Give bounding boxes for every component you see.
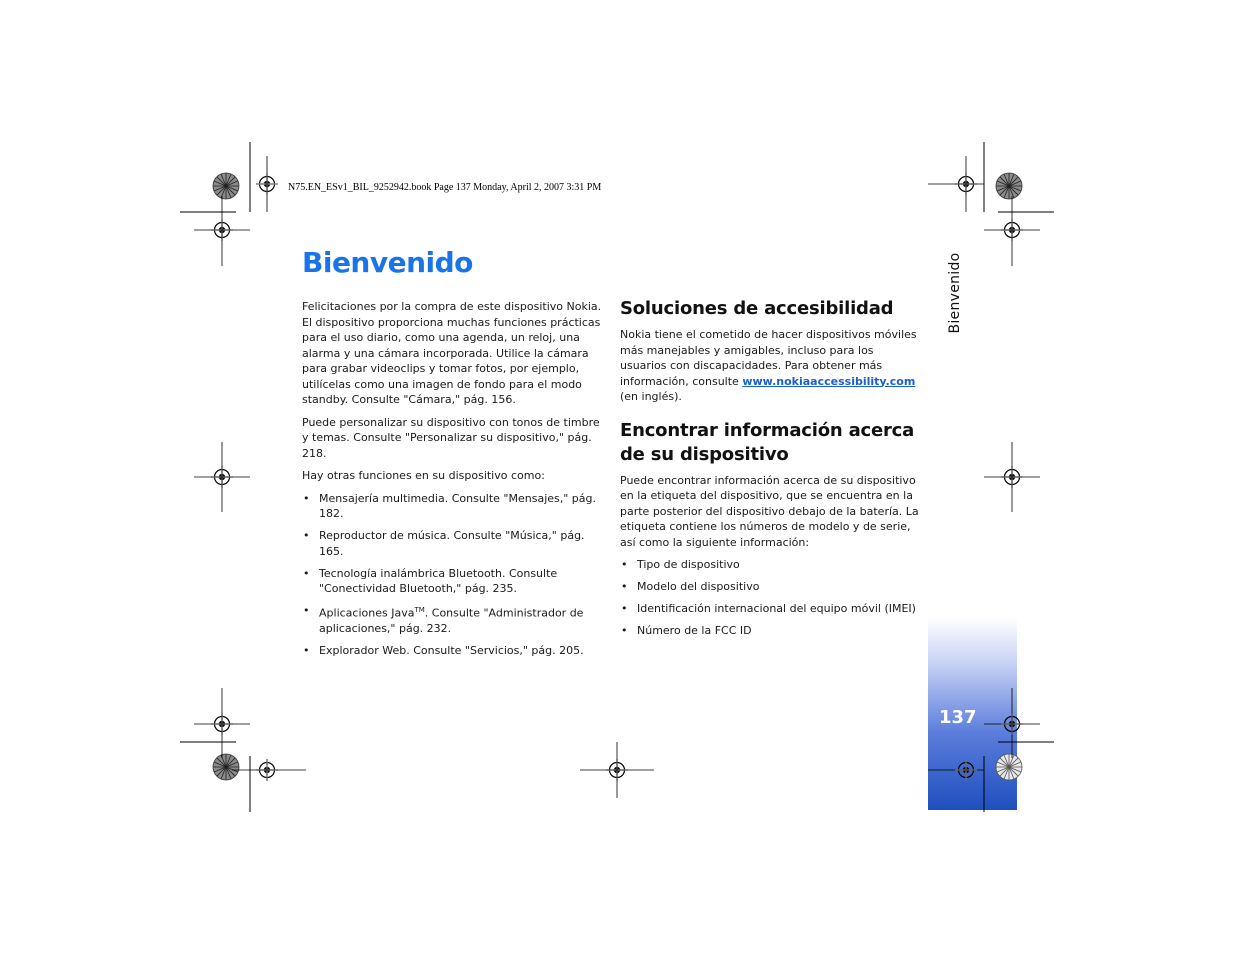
page-title: Bienvenido bbox=[302, 246, 473, 279]
side-tab-label-text: Bienvenido bbox=[947, 252, 963, 334]
accessibility-heading: Soluciones de accesibilidad bbox=[620, 298, 894, 319]
registration-rosette-icon bbox=[213, 754, 239, 780]
info-item-text: Modelo del dispositivo bbox=[637, 580, 760, 593]
trademark-mark: TM bbox=[414, 606, 425, 614]
feature-text: . Consulte "Administrador de aplicaciones," pág. 232. bbox=[319, 606, 584, 636]
info-item-text: Número de la FCC ID bbox=[637, 624, 752, 637]
accessibility-text: Nokia tiene el cometido de hacer dispositivos móviles más manejables y amigables, incluso para los usuarios con discapacidades. Para obtener más información, consulte bbox=[620, 328, 917, 388]
feature-text: Aplicaciones Java bbox=[319, 606, 415, 620]
page-number: 137 bbox=[939, 707, 977, 728]
other-features-intro: Hay otras funciones en su dispositivo como: bbox=[302, 469, 545, 482]
feature-text: Mensajería multimedia. Consulte "Mensajes," pág. 182. bbox=[319, 491, 596, 520]
intro-paragraph: Felicitaciones por la compra de este dispositivo Nokia. El dispositivo proporciona muchas funciones prácticas para el uso diario, como una agenda, un reloj, una alarma y una cámara incorporada. Utilice la cámara para grabar videoclips y tomar fotos, por ejemplo, utilícelas como una imagen de fondo para el modo standby. Consulte "Cámara," pág. 156. bbox=[302, 300, 602, 406]
info-item-text: Identificación internacional del equipo móvil (IMEI) bbox=[637, 602, 916, 615]
accessibility-text-after: (en inglés). bbox=[620, 390, 682, 403]
info-item-text: Tipo de dispositivo bbox=[637, 558, 740, 571]
accessibility-link[interactable]: www.nokiaaccessibility.com bbox=[742, 374, 916, 388]
print-header: N75.EN_ESv1_BIL_9252942.book Page 137 Monday, April 2, 2007 3:31 PM bbox=[288, 182, 602, 193]
registration-rosette-icon bbox=[213, 173, 239, 199]
registration-rosette-icon bbox=[996, 173, 1022, 199]
feature-text: Explorador Web. Consulte "Servicios," pág. 205. bbox=[319, 644, 584, 658]
device-info-paragraph: Puede encontrar información acerca de su dispositivo en la etiqueta del dispositivo, que se encuentra en la parte posterior del dispositivo debajo de la batería. La etiqueta contiene los números de modelo y de serie, así como la siguiente información: bbox=[620, 473, 919, 549]
feature-text: Tecnología inalámbrica Bluetooth. Consulte "Conectividad Bluetooth," pág. 235. bbox=[319, 566, 558, 595]
device-info-heading: Encontrar información acerca de su dispositivo bbox=[620, 419, 915, 465]
personalize-paragraph: Puede personalizar su dispositivo con tonos de timbre y temas. Consulte "Personalizar su dispositivo," pág. 218. bbox=[302, 415, 600, 460]
feature-text: Reproductor de música. Consulte "Música," pág. 165. bbox=[319, 529, 585, 558]
registration-rosette-icon bbox=[996, 754, 1022, 780]
